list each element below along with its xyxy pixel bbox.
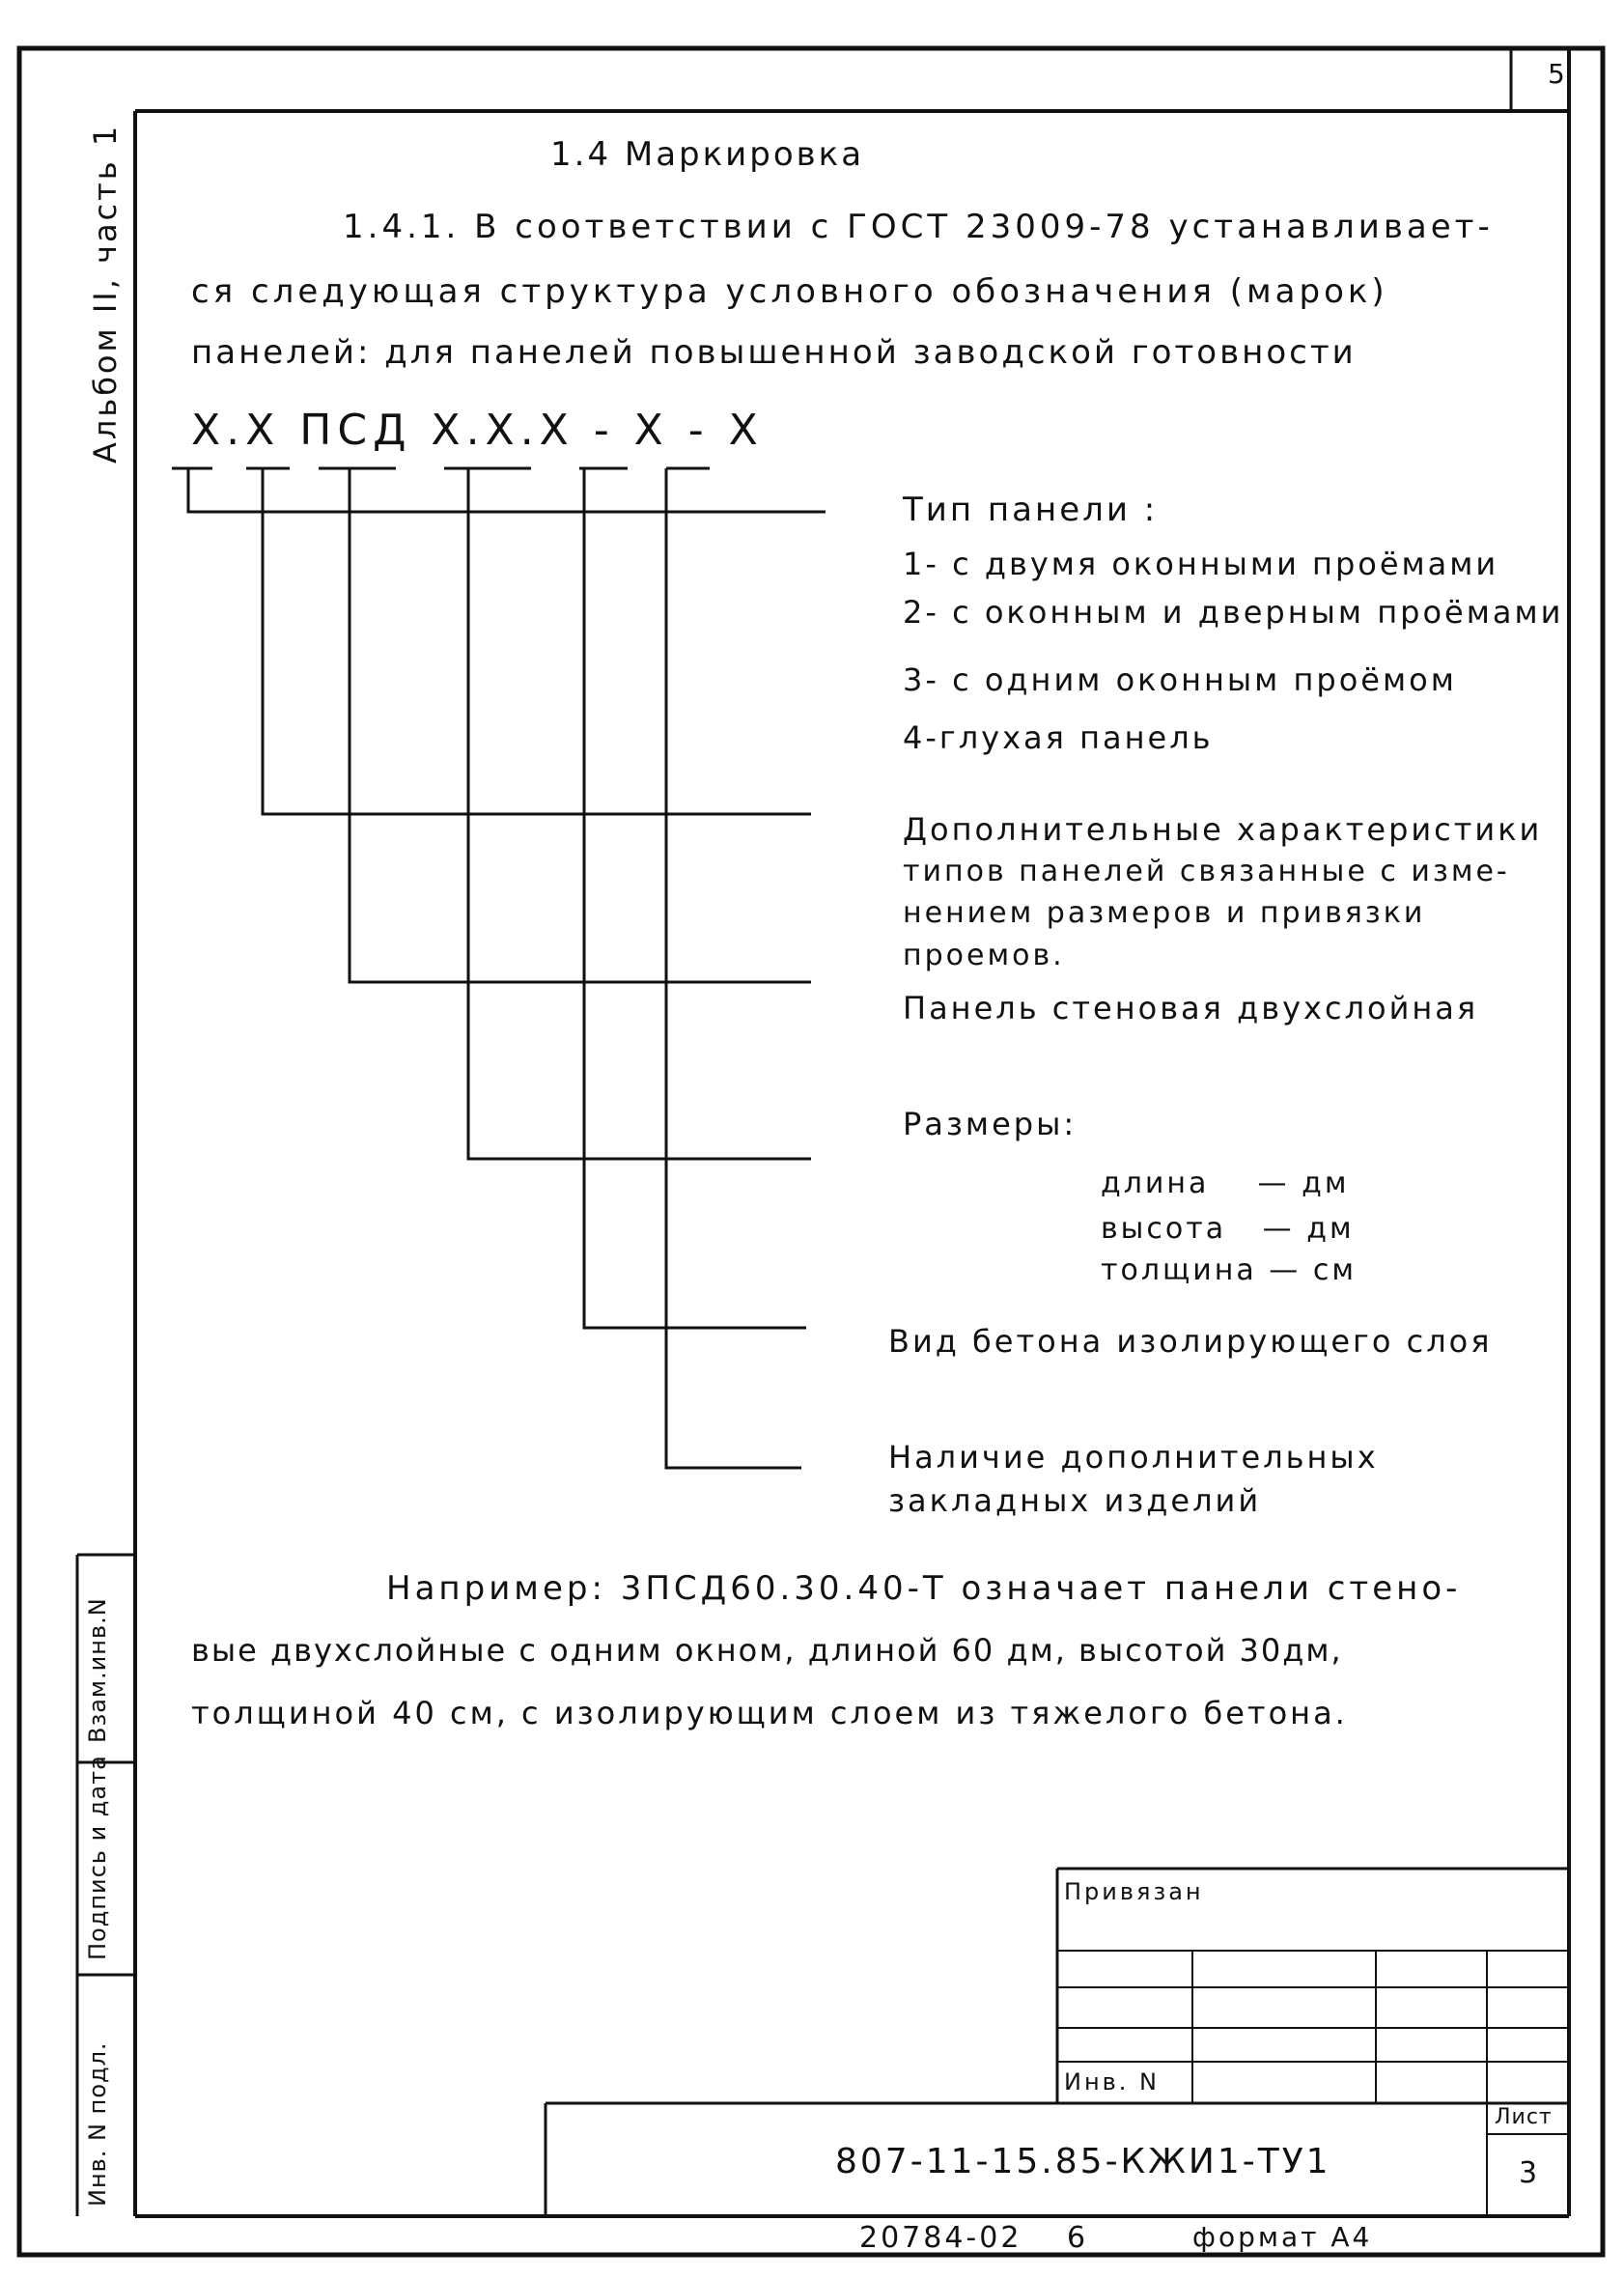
type-item-1: 1- с двумя оконными проёмами xyxy=(903,546,1499,582)
section-heading: 1.4 Маркировка xyxy=(550,135,865,174)
embedded-line-1: Наличие дополнительных xyxy=(888,1439,1379,1476)
intro-line-3: панелей: для панелей повышенной заводской готовности xyxy=(191,333,1357,372)
example-line-2: вые двухслойные с одним окном, длиной 60 дм, высотой 30дм, xyxy=(191,1632,1343,1669)
footer-doc-number: 20784-02 xyxy=(859,2221,1022,2255)
intro-line-1: 1.4.1. В соответствии с ГОСТ 23009-78 устанавливает- xyxy=(343,208,1494,246)
extra-line-2: типов панелей связанные с изме- xyxy=(903,855,1510,888)
type-title: Тип панели : xyxy=(903,491,1159,529)
sheet-label: Лист xyxy=(1495,2105,1553,2129)
outer-border xyxy=(19,48,1603,2255)
panel-kind: Панель стеновая двухслойная xyxy=(903,990,1479,1027)
extra-line-1: Дополнительные характеристики xyxy=(903,811,1543,848)
stamp-inv-original: Инв. N подл. xyxy=(84,2041,111,2207)
type-item-3: 3- с одним оконным проёмом xyxy=(903,661,1457,698)
footer-format: формат А4 xyxy=(1192,2221,1373,2253)
extra-line-3: нением размеров и привязки xyxy=(903,896,1426,930)
stamp-replaced-inv: Взам.инв.N xyxy=(84,1597,111,1743)
size-thickness: толщина — см xyxy=(1101,1253,1357,1287)
concrete-type: Вид бетона изолирующего слоя xyxy=(888,1323,1493,1360)
embedded-line-2: закладных изделий xyxy=(888,1482,1262,1519)
album-label: Альбом II, часть 1 xyxy=(87,123,124,464)
marking-diagram xyxy=(172,468,826,1468)
type-item-2: 2- с оконным и дверным проёмами xyxy=(903,594,1564,631)
document-code: 807-11-15.85-КЖИ1-ТУ1 xyxy=(835,2142,1331,2181)
stamp-signature-date: Подпись и дата xyxy=(84,1755,111,1960)
sizes-title: Размеры: xyxy=(903,1106,1078,1142)
sheet-number: 3 xyxy=(1519,2156,1541,2190)
type-item-4: 4-глухая панель xyxy=(903,719,1214,756)
inv-label: Инв. N xyxy=(1064,2068,1160,2095)
example-line-3: толщиной 40 см, с изолирующим слоем из тяжелого бетона. xyxy=(191,1695,1348,1731)
extra-line-4: проемов. xyxy=(903,939,1065,972)
footer-variant: 6 xyxy=(1067,2221,1089,2255)
size-height: высота — дм xyxy=(1101,1212,1355,1246)
marking-formula: Х.Х ПСД Х.Х.Х - Х - Х xyxy=(191,406,764,455)
example-line-1: Например: 3ПСД60.30.40-Т означает панели стено- xyxy=(386,1569,1462,1608)
page-number: 5 xyxy=(1548,58,1568,90)
size-length: длина — дм xyxy=(1101,1167,1350,1200)
intro-line-2: ся следующая структура условного обозначения (марок) xyxy=(191,272,1388,311)
bound-label: Привязан xyxy=(1064,1878,1204,1905)
